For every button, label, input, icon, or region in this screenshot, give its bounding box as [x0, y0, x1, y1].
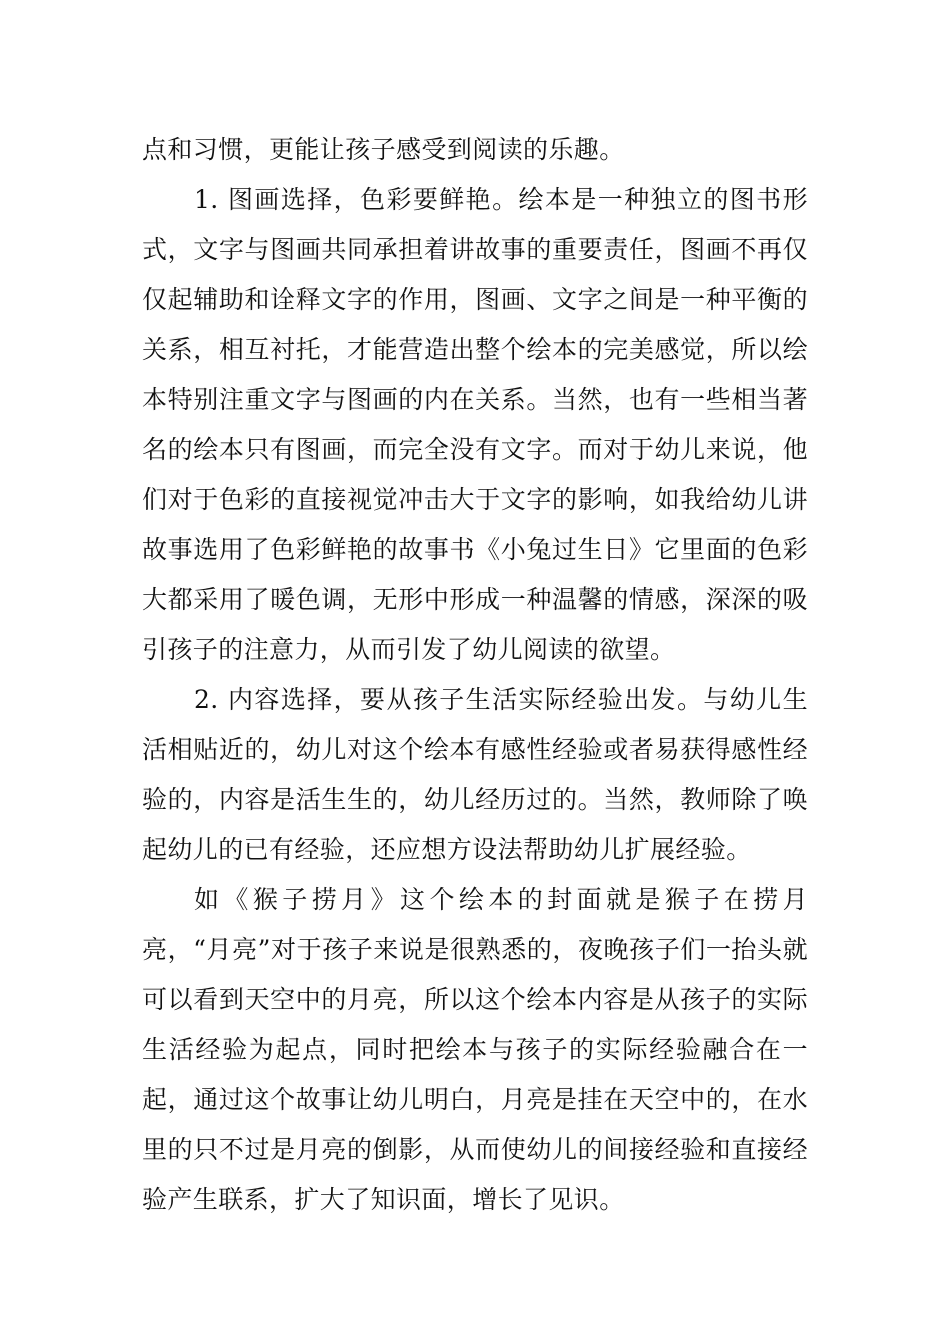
paragraph-monkey-moon-example: 如《猴子捞月》这个绘本的封面就是猴子在捞月亮，“月亮”对于孩子来说是很熟悉的，夜晚孩子们一抬头就可以看到天空中的月亮，所以这个绘本内容是从孩子的实际生活经验为起点，同时把绘本与孩子的实际经验融合在一起，通过这个故事让幼儿明白，月亮是挂在天空中的，在水里的只不过是月亮的倒影，从而使幼儿的间接经验和直接经验产生联系，扩大了知识面，增长了见识。 — [142, 885, 808, 1214]
paragraph-continuation: 点和习惯，更能让孩子感受到阅读的乐趣。 — [142, 135, 625, 164]
document-body — [142, 125, 808, 1225]
paragraph-content-selection: 2. 内容选择，要从孩子生活实际经验出发。与幼儿生活相贴近的，幼儿对这个绘本有感性经验或者易获得感性经验的，内容是活生生的，幼儿经历过的。当然，教师除了唤起幼儿的已有经验，还应想方设法帮助幼儿扩展经验。 — [142, 685, 808, 864]
paragraph-image-selection: 1. 图画选择，色彩要鲜艳。绘本是一种独立的图书形式，文字与图画共同承担着讲故事的重要责任，图画不再仅仅起辅助和诠释文字的作用，图画、文字之间是一种平衡的关系，相互衬托，才能营造出整个绘本的完美感觉，所以绘本特别注重文字与图画的内在关系。当然，也有一些相当著名的绘本只有图画，而完全没有文字。而对于幼儿来说，他们对于色彩的直接视觉冲击大于文字的影响，如我给幼儿讲故事选用了色彩鲜艳的故事书《小兔过生日》它里面的色彩大都采用了暖色调，无形中形成一种温馨的情感，深深的吸引孩子的注意力，从而引发了幼儿阅读的欲望。 — [142, 185, 808, 664]
